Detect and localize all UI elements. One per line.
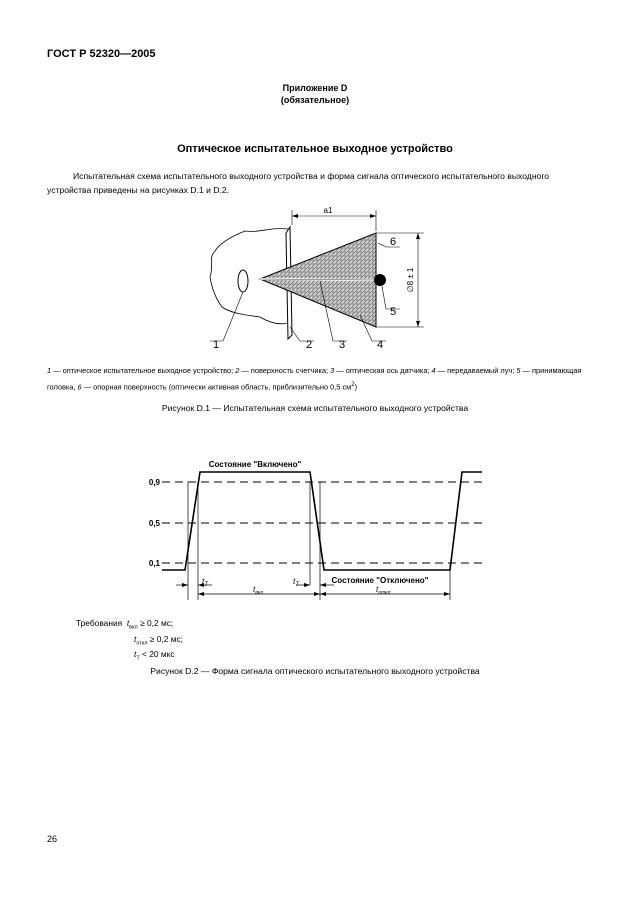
t-rise-label: $t_T$ <box>202 577 208 588</box>
callout-2: 2 <box>306 339 313 351</box>
callout-4: 4 <box>377 339 384 351</box>
receiving-head <box>374 274 386 286</box>
document-header: ГОСТ Р 52320—2005 <box>47 48 156 60</box>
callout-6: 6 <box>390 236 397 248</box>
intro-paragraph: Испытательная схема испытательного выходного устройства и форма сигнала оптического испытательного выходного устройства приведены на рисунках D.1 и D.2. <box>47 171 550 195</box>
t-off-label: $t_{откл}$ <box>376 585 391 596</box>
page-number: 26 <box>47 834 58 844</box>
section-title: Оптическое испытательное выходное устройство <box>177 143 453 155</box>
appendix-status: (обязательное) <box>280 95 350 105</box>
requirement-off: $t_{откл} \ge 0,2$ мс; <box>134 633 183 647</box>
figure-d2-caption: Рисунок D.2 — Форма сигнала оптического испытательного выходного устройства <box>150 666 480 676</box>
state-off-label: Состояние "Отключено" <box>331 576 429 585</box>
callout-3: 3 <box>339 339 346 351</box>
requirement-t: $t_T < 20$ мкс <box>134 649 175 663</box>
led-ellipse <box>238 270 248 292</box>
requirements-block <box>76 618 183 665</box>
state-on-label: Состояние "Включено" <box>208 460 302 469</box>
figure-d1-diagram <box>200 203 440 353</box>
t-fall-label: $t_T$ <box>293 577 299 588</box>
requirement-on: Требования $t_{вкл} \ge 0,2$ мс; <box>76 618 174 631</box>
callout-1: 1 <box>213 339 220 351</box>
dimension-diameter-label: ∅8 ± 1 <box>406 267 415 293</box>
t-on-label: $t_{вкл}$ <box>253 585 264 596</box>
signal-waveform <box>162 472 482 570</box>
appendix-title: Приложение D <box>282 83 348 93</box>
figure-d1-legend: 1 — оптическое испытательное выходное устройство; 2 — поверхность счетчика; 3 — оптическая ось датчика; 4 — передаваемый луч; 5 — принимающая головка, 6 — опорная поверхность (оптически активная область, приблизительно 0,5 $см^2$) <box>47 366 582 392</box>
level-label-0-5: 0,5 <box>148 519 160 528</box>
callout-5: 5 <box>390 306 397 318</box>
level-label-0-9: 0,9 <box>148 478 160 487</box>
figure-d1-caption: Рисунок D.1 — Испытательная схема испытательного выходного устройства <box>161 403 469 413</box>
level-label-0-1: 0,1 <box>148 559 160 568</box>
figure-d2-waveform <box>140 455 485 605</box>
dimension-a1-label: a1 <box>323 206 333 215</box>
